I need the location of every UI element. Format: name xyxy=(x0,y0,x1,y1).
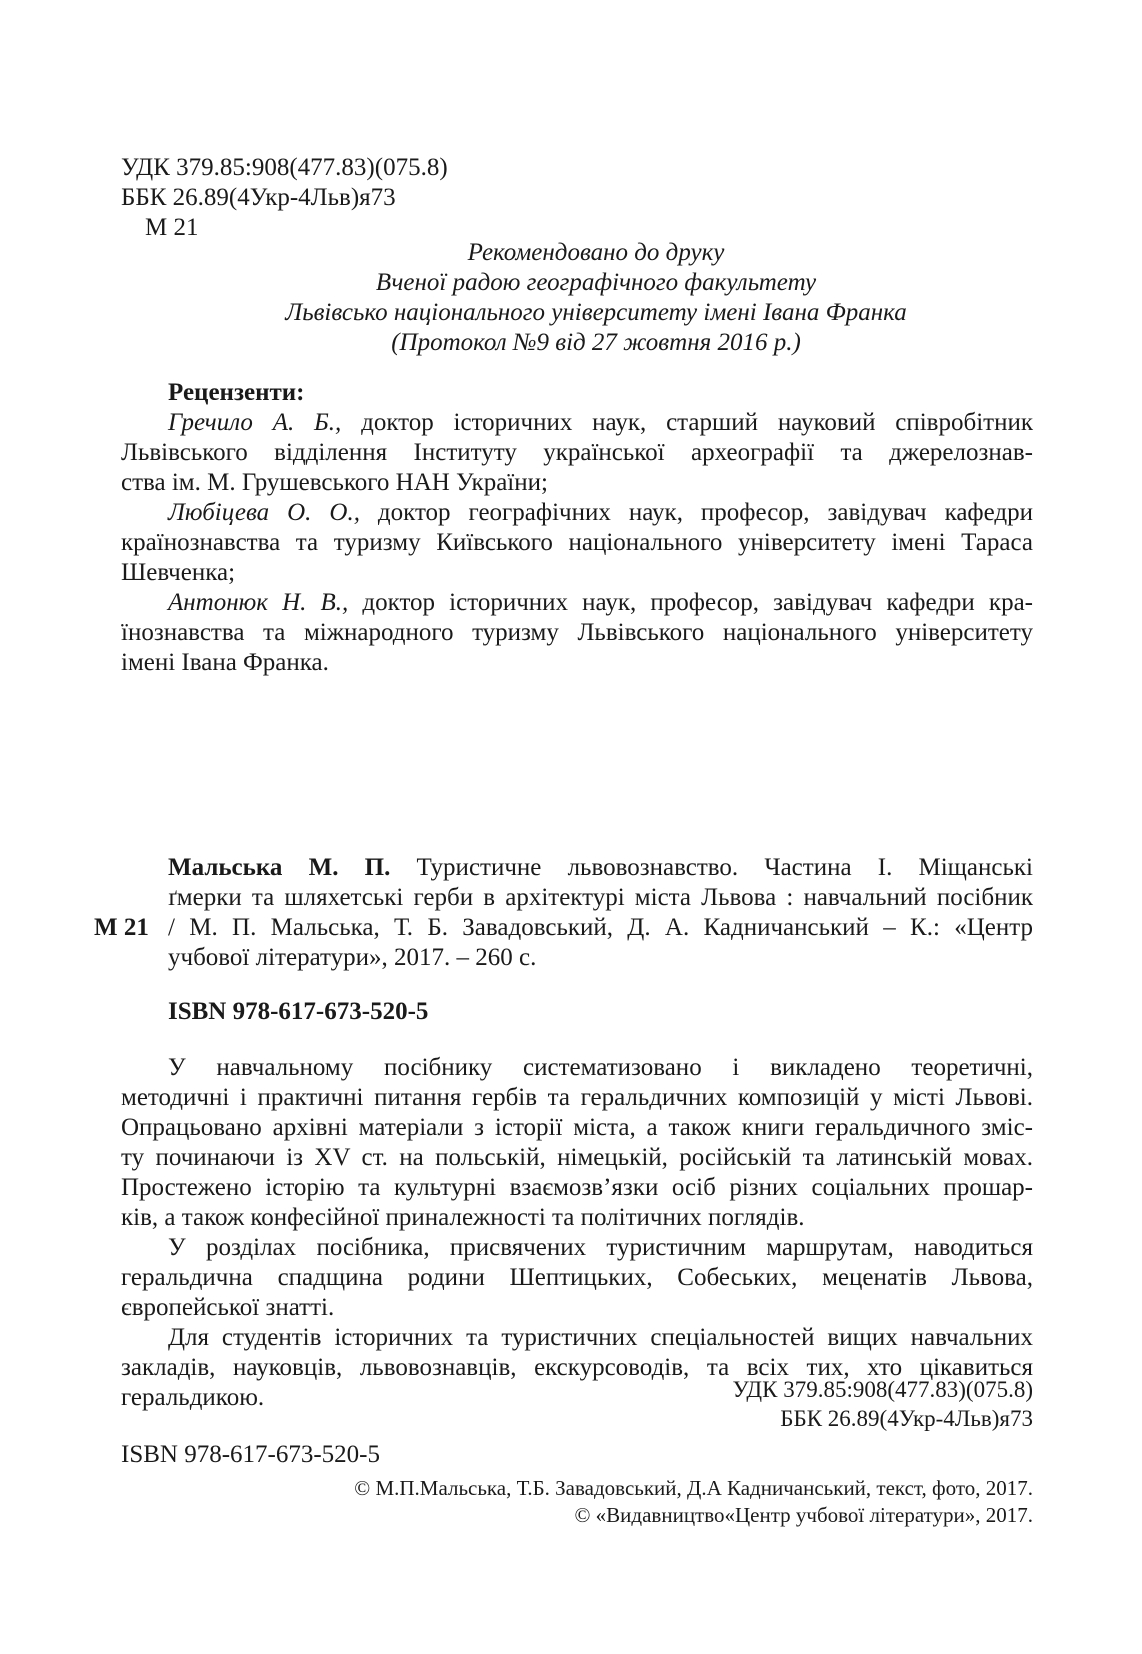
bibliographic-code: М 21 xyxy=(94,914,149,941)
abstract-line: закладів, науковців, львовознавців, екскурсоводів, та всіх тих, хто цікавиться xyxy=(121,1354,1033,1381)
abstract-line: методичні і практичні питання гербів та геральдичних композицій у місті Львові. xyxy=(121,1084,1033,1111)
reviewer-1-line: ства ім. М. Грушевського НАН України; xyxy=(121,469,548,496)
copyright-line: © «Видавництво«Центр учбової літератури», 2017. xyxy=(574,1503,1033,1527)
reviewer-1-name: Гречило А. Б., xyxy=(168,409,342,436)
recommendation-block xyxy=(200,238,992,358)
recommendation-line: Вченої радою географічного факультету xyxy=(375,269,817,296)
recommendation-line: (Протокол №9 від 27 жовтня 2016 р.) xyxy=(391,329,801,356)
abstract-line: ків, а також конфесійної приналежності та політичних поглядів. xyxy=(121,1204,805,1231)
reviewer-1-line: Львівського відділення Інституту української археографії та джерелознав- xyxy=(121,439,1033,466)
reviewer-3-line: імені Івана Франка. xyxy=(121,649,329,676)
reviewer-2-name: Любіцева О. О., xyxy=(168,499,360,526)
bibliographic-title: Туристичне львовознавство. Частина І. Міщанські xyxy=(390,854,1033,881)
isbn-plain: ISBN 978-617-673-520-5 xyxy=(121,1441,381,1468)
abstract-block xyxy=(121,1053,1033,1413)
bottom-classification xyxy=(732,1375,1033,1433)
bottom-bbk: ББК 26.89(4Укр-4Льв)я73 xyxy=(780,1406,1033,1431)
reviewers-heading: Рецензенти: xyxy=(168,379,305,406)
abstract-line: У навчальному посібнику систематизовано і викладено теоретичні, xyxy=(168,1054,1033,1081)
reviewer-2-line xyxy=(121,498,1033,528)
reviewer-3-line: їнознавства та міжнародного туризму Львівського національного університету xyxy=(121,619,1033,646)
abstract-line: Для студентів історичних та туристичних спеціальностей вищих навчальних xyxy=(168,1324,1033,1351)
recommendation-line: Львівсько національного університету імені Івана Франка xyxy=(285,299,907,326)
reviewer-2-text: доктор географічних наук, професор, завідувач кафедри xyxy=(359,499,1033,526)
abstract-line: геральдикою. xyxy=(121,1384,265,1411)
abstract-line: У розділах посібника, присвячених туристичним маршрутам, наводиться xyxy=(168,1234,1033,1261)
bibliographic-author: Мальська М. П. xyxy=(168,854,391,881)
copyright-block xyxy=(354,1475,1033,1529)
isbn-heading: ISBN 978-617-673-520-5 xyxy=(168,998,429,1025)
bibliographic-entry xyxy=(168,853,1033,973)
reviewer-1-line xyxy=(121,408,1033,438)
reviewer-2-line: Шевченка; xyxy=(121,559,236,586)
abstract-line: геральдична спадщина родини Шептицьких, Собеських, меценатів Львова, xyxy=(121,1264,1033,1291)
reviewer-2-line: країнознавства та туризму Київського національного університету імені Тараса xyxy=(121,529,1033,556)
reviewer-3-name: Антонюк Н. В., xyxy=(168,589,349,616)
abstract-line: Простежено історію та культурні взаємозв’язки осіб різних соціальних прошар- xyxy=(121,1174,1033,1201)
udk-code: УДК 379.85:908(477.83)(075.8) xyxy=(121,154,448,181)
reviewer-3-line xyxy=(121,588,1033,618)
abstract-line: ту починаючи із XV ст. на польській, німецькій, російській та латинській мовах. xyxy=(121,1144,1033,1171)
bibliographic-line: ґмерки та шляхетські герби в архітектурі міста Львова : навчальний посібник xyxy=(168,884,1033,911)
copyright-line: © М.П.Мальська, Т.Б. Завадовський, Д.А Кадничанський, текст, фото, 2017. xyxy=(354,1476,1033,1500)
bibliographic-line: / М. П. Мальська, Т. Б. Завадовський, Д. А. Кадничанський – К.: «Центр xyxy=(168,914,1033,941)
recommendation-line: Рекомендовано до друку xyxy=(467,239,725,266)
bbk-code: ББК 26.89(4Укр-4Льв)я73 xyxy=(121,184,396,211)
classification-block xyxy=(121,153,448,243)
bibliographic-line: учбової літератури», 2017. – 260 с. xyxy=(168,944,537,971)
bibliographic-line xyxy=(168,853,1033,883)
abstract-line: європейської знатті. xyxy=(121,1294,335,1321)
reviewer-1-text: доктор історичних наук, старший науковий співробітник xyxy=(341,409,1033,436)
reviewers-block xyxy=(121,378,1033,678)
reviewer-3-text: доктор історичних наук, професор, завідувач кафедри кра- xyxy=(348,589,1033,616)
author-mark: М 21 xyxy=(145,214,199,241)
bottom-udk: УДК 379.85:908(477.83)(075.8) xyxy=(732,1377,1033,1402)
abstract-line: Опрацьовано архівні матеріали з історії міста, а також книги геральдичного зміс- xyxy=(121,1114,1033,1141)
